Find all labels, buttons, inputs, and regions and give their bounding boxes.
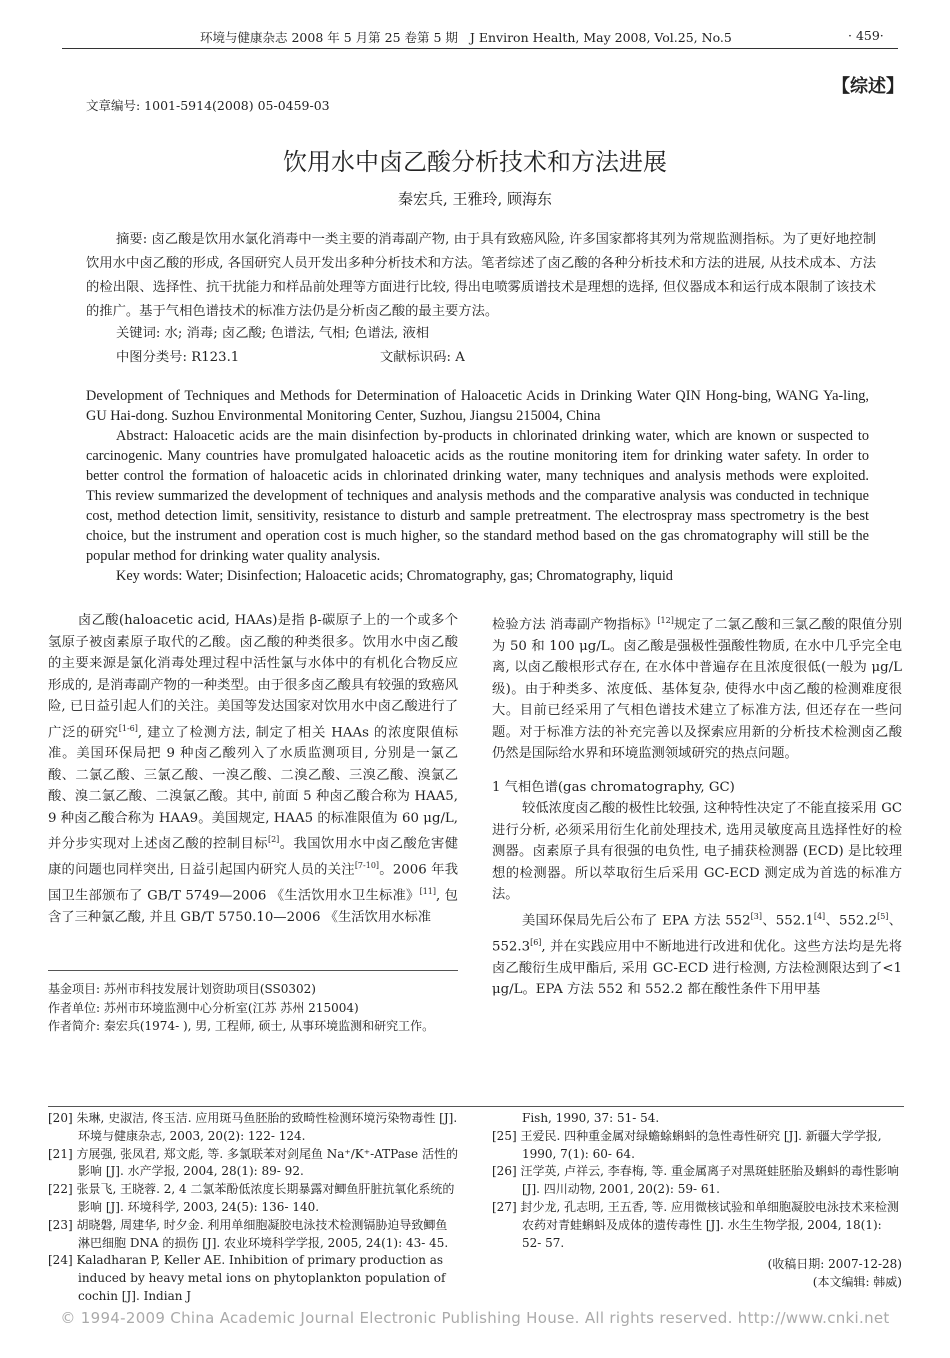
- references-right: [492, 1110, 902, 1292]
- english-keywords: Key words: Water; Disinfection; Haloacetic acids; Chromatography, gas; Chromatography, liquid: [116, 568, 673, 584]
- citation: [6]: [530, 937, 542, 947]
- page-number: · 459·: [848, 28, 884, 43]
- classification-number: 中图分类号: R123.1: [116, 350, 240, 365]
- authors: 秦宏兵, 王雅玲, 顾海东: [397, 190, 553, 208]
- footnote-bio: 作者简介: 秦宏兵(1974- ), 男, 工程师, 硕士, 从事环境监测和研究工作。: [48, 1019, 435, 1033]
- footnotes: [48, 980, 458, 1036]
- reference-item: [23] 胡晓磐, 周建华, 时夕金. 利用单细胞凝胶电泳技术检测镉胁迫导致鲫鱼淋巴细胞 DNA 的损伤 [J]. 农业环境科学学报, 2005, 24(1): 43- 45.: [48, 1217, 449, 1250]
- reference-item: [22] 张景飞, 王晓蓉. 2, 4 二氯苯酚低浓度长期暴露对鲫鱼肝脏抗氧化系统的影响 [J]. 环境科学, 2003, 24(5): 136- 140.: [48, 1182, 455, 1214]
- body-paragraph: 美国环保局先后公布了 EPA 方法 552[3]、552.1[4]、552.2[5]、552.3[6], 并在实践应用中不断地进行改进和优化。这些方法均是先将卤乙酸衍生成甲酯后, 采用 GC-ECD 进行检测, 方法检测限达到了<1 μg/L。EPA 方法 552 和 552.2 都在酸性条件下用甲基: [492, 911, 902, 998]
- reference-item: [21] 方展强, 张凤君, 郑文彪, 等. 多氯联苯对剑尾鱼 Na⁺/K⁺-ATPase 活性的影响 [J]. 水产学报, 2004, 28(1): 89- 92.: [48, 1146, 458, 1179]
- reference-item: [20] 朱琳, 史淑洁, 佟玉洁. 应用斑马鱼胚胎的致畸性检测环境污染物毒性 [J]. 环境与健康杂志, 2003, 20(2): 122- 124.: [48, 1111, 458, 1143]
- reference-item: [24] Kaladharan P, Keller AE. Inhibition of primary production as induced by heavy metal ions on phytoplankton population of cochin [J]. Indian J: [48, 1253, 446, 1303]
- article-number: 文章编号: 1001-5914(2008) 05-0459-03: [86, 98, 330, 113]
- footnote-rule: [48, 970, 458, 971]
- section-heading: 1 气相色谱(gas chromatography, GC): [492, 779, 735, 795]
- english-abstract-block: [86, 386, 869, 586]
- header-rule: [62, 48, 898, 49]
- keywords-cn: 关键词: 水; 消毒; 卤乙酸; 色谱法, 气相; 色谱法, 液相: [116, 326, 430, 341]
- abstract-cn: 摘要: 卤乙酸是饮用水氯化消毒中一类主要的消毒副产物, 由于具有致癌风险, 许多国家都将其列为常规监测指标。为了更好地控制饮用水中卤乙酸的形成, 各国研究人员开发出多种分析技术和方法。笔者综述了卤乙酸的各种分析技术和方法的进展, 从技术成本、方法的检出限、选择性、抗干扰能力和样品前处理等方面进行比较, 得出电喷雾质谱技术是理想的选择, 但仪器成本和运行成本限制了该技术的推广。基于气相色谱技术的标准方法仍是分析卤乙酸的最主要方法。: [86, 232, 876, 319]
- citation: [2]: [267, 835, 280, 845]
- reference-item: [26] 汪学英, 卢祥云, 李春梅, 等. 重金属离子对黑斑蛙胚胎及蝌蚪的毒性影响 [J]. 四川动物, 2001, 20(2): 59- 61.: [492, 1164, 899, 1197]
- section-tag: 【综述】: [832, 76, 904, 97]
- journal-info: 环境与健康杂志 2008 年 5 月第 25 卷第 5 期 J Environ Health, May 2008, Vol.25, No.5: [200, 30, 732, 45]
- received-date: (收稿日期: 2007-12-28): [767, 1257, 902, 1272]
- references-left: [48, 1110, 458, 1306]
- english-title-line: Development of Techniques and Methods for Determination of Haloacetic Acids in Drinking Water QIN Hong-bing, WANG Ya-ling, GU Hai-dong. Suzhou Environmental Monitoring Center, Suzhou, Jiangsu 215004, China: [86, 388, 869, 424]
- editor-note: (本文编辑: 韩威): [812, 1275, 902, 1290]
- citation: [4]: [813, 911, 826, 921]
- citation: [11]: [419, 887, 436, 897]
- body-paragraph: 检验方法 消毒副产物指标》[12]规定了二氯乙酸和三氯乙酸的限值分别为 50 和 100 μg/L。卤乙酸是强极性强酸性物质, 在水中几乎完全电离, 以卤乙酸根形式存在, 在水体中普遍存在且浓度很低(一般为 μg/L 级)。由于种类多、浓度低、基体复杂, 使得水中卤乙酸的检测难度很大。目前已经采用了气相色谱技术建立了标准方法, 但还存在一些问题。对于标准方法的补充完善以及探索应用新的分析技术检测卤乙酸仍然是国际给水界和环境监测领域研究的热点问题。: [492, 616, 903, 762]
- reference-item: [25] 王爱民. 四种重金属对绿蟾蜍蝌蚪的急性毒性研究 [J]. 新疆大学学报, 1990, 7(1): 60- 64.: [492, 1128, 882, 1161]
- english-abstract: Abstract: Haloacetic acids are the main disinfection by-products in chlorinated drinking water, which are known or suspected to carcinogenic. Many countries have promulgated haloacetic acids as the routine monitoring item for drinking water safety. In order to better control the formation of haloacetic acids in chlorinated drinking water, many techniques and analysis methods were exploited. This review summarized the development of techniques and analysis methods and the comparative analysis was conducted in technique cost, method detection limit, sensitivity, resistance to disturb and sample pretreatment. The electrospray mass spectrometry is the best choice, but the instrument and operation cost is much higher, so the standard method based on the gas chromatography will still be the popular method for drinking water quality analysis.: [86, 428, 869, 564]
- reference-continuation: Fish, 1990, 37: 51- 54.: [522, 1111, 660, 1125]
- citation: [7-10]: [354, 861, 380, 871]
- citation: [3]: [750, 911, 762, 921]
- copyright-watermark: © 1994-2009 China Academic Journal Electronic Publishing House. All rights reserved. http://www.cnki.net: [60, 1309, 890, 1327]
- reference-item: [27] 封少龙, 孔志明, 王五香, 等. 应用微核试验和单细胞凝胶电泳技术来检测农药对青蛙蝌蚪及成体的遗传毒性 [J]. 水生生物学报, 2004, 18(1): 52- 57.: [492, 1199, 899, 1250]
- citation: [5]: [877, 911, 889, 921]
- body-left-column: [48, 610, 458, 929]
- references-rule: [48, 1106, 904, 1107]
- footnote-fund: 基金项目: 苏州市科技发展计划资助项目(SS0302): [48, 982, 316, 996]
- body-paragraph: 卤乙酸(haloacetic acid, HAAs)是指 β-碳原子上的一个或多个氢原子被卤素原子取代的乙酸。卤乙酸的种类很多。饮用水中卤乙酸的主要来源是氯化消毒处理过程中活性氯与水体中的有机化合物反应形成的, 是消毒副产物的一种类型。由于很多卤乙酸具有较强的致癌风险, 已日益引起人们的关注。美国等发达国家对饮用水中卤乙酸进行了广泛的研究[1-6], 建立了检测方法, 制定了相关 HAAs 的浓度限值标准。美国环保局把 9 种卤乙酸列入了水质监测项目, 分别是一氯乙酸、二氯乙酸、三氯乙酸、一溴乙酸、二溴乙酸、三溴乙酸、溴氯乙酸、溴二氯乙酸、二溴氯乙酸。其中, 前面 5 种卤乙酸合称为 HAA5, 9 种卤乙酸合称为 HAA9。美国规定, HAA5 的标准限值为 60 μg/L, 并分步实现对上述卤乙酸的控制目标[2]。我国饮用水中卤乙酸危害健康的问题也同样突出, 日益引起国内研究人员的关注[7-10]。2006 年我国卫生部颁布了 GB/T 5749—2006 《生活饮用水卫生标准》[11], 包含了三种氯乙酸, 并且 GB/T 5750.10—2006 《生活饮用水标准: [48, 613, 459, 926]
- paper-title: 饮用水中卤乙酸分析技术和方法进展: [283, 148, 667, 176]
- citation: [12]: [657, 616, 674, 625]
- document-code: 文献标识码: A: [380, 350, 465, 365]
- footnote-unit: 作者单位: 苏州市环境监测中心分析室(江苏 苏州 215004): [48, 1000, 359, 1015]
- body-paragraph: 较低浓度卤乙酸的极性比较强, 这种特性决定了不能直接采用 GC 进行分析, 必须采用衍生化前处理技术, 选用灵敏度高且选择性好的检测器。卤素原子具有很强的电负性, 电子捕获检测器 (ECD) 是比较理想的检测器。所以萃取衍生后采用 GC-ECD 测定成为首选的标准方法。: [492, 801, 902, 903]
- citation: [1-6]: [118, 723, 138, 733]
- body-right-column: [492, 610, 902, 1001]
